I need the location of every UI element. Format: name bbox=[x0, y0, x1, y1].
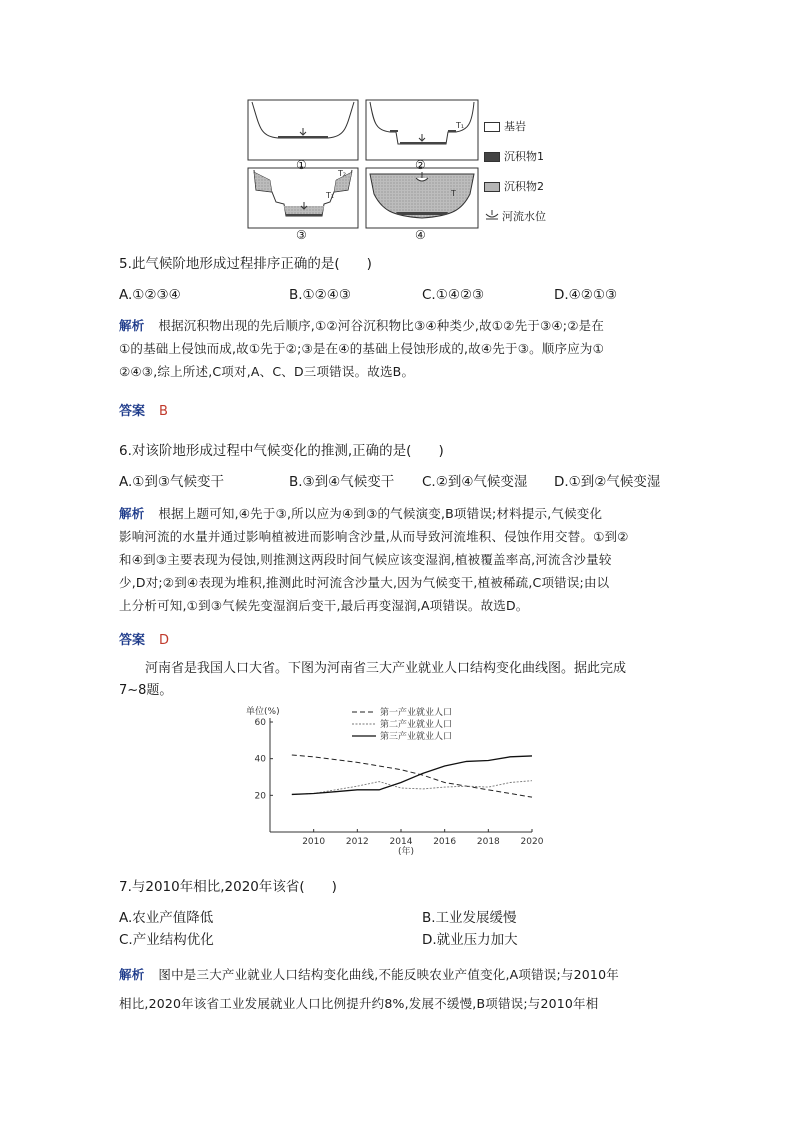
q5-stem: 5.此气候阶地形成过程排序正确的是( ) bbox=[119, 256, 372, 272]
legend-label: 第二产业就业人口 bbox=[380, 720, 453, 730]
x-tick-label: 2012 bbox=[345, 837, 369, 847]
legend-item-bedrock: 基岩 bbox=[484, 112, 546, 142]
q7-stem: 7.与2010年相比,2020年该省( ) bbox=[119, 879, 337, 895]
panel-3 bbox=[248, 168, 358, 228]
x-axis-label: (年) bbox=[398, 847, 415, 857]
water-level-icon bbox=[300, 128, 306, 135]
legend-swatch bbox=[484, 152, 500, 162]
panel-1 bbox=[248, 100, 358, 160]
explain-tag: 解析 bbox=[119, 318, 145, 333]
chart-legend bbox=[352, 706, 452, 742]
q7-option-c: C.产业结构优化 bbox=[119, 932, 214, 948]
y-tick-label: 20 bbox=[254, 791, 266, 802]
y-tick-label: 60 bbox=[254, 718, 266, 728]
q6-explanation bbox=[119, 502, 679, 617]
series-line-3 bbox=[292, 756, 532, 795]
panel-2 bbox=[366, 100, 478, 160]
t2-label: T₂ bbox=[338, 169, 347, 178]
panel-label-1: ① bbox=[296, 158, 307, 172]
x-tick-label: 2018 bbox=[476, 837, 500, 847]
explain-tag: 解析 bbox=[119, 967, 145, 982]
panel-label-4: ④ bbox=[415, 228, 426, 242]
q6-option-c: C.②到④气候变湿 bbox=[422, 474, 528, 490]
q6-option-a: A.①到③气候变干 bbox=[119, 474, 224, 490]
x-tick-label: 2016 bbox=[433, 837, 457, 847]
q6-option-d: D.①到②气候变湿 bbox=[554, 474, 661, 490]
q7-option-b: B.工业发展缓慢 bbox=[422, 910, 517, 926]
explain-line: 图中是三大产业就业人口结构变化曲线,不能反映农业产值变化,A项错误;与2010年 bbox=[158, 967, 619, 982]
explain-line: 相比,2020年该省工业发展就业人口比例提升约8%,发展不缓慢,B项错误;与2010年相 bbox=[119, 996, 599, 1011]
explain-line: 上分析可知,①到③气候先变湿润后变干,最后再变湿润,A项错误。故选D。 bbox=[119, 598, 529, 613]
t1-label: T₁ bbox=[456, 121, 465, 130]
t1-label: T₁ bbox=[326, 191, 335, 200]
panel-label-3: ③ bbox=[296, 228, 307, 242]
answer-tag: 答案 bbox=[119, 633, 146, 648]
q6-answer bbox=[119, 629, 169, 648]
explain-line: 少,D对;②到④表现为堆积,推测此时河流含沙量大,因为气候变干,植被稀疏,C项错误;由以 bbox=[119, 575, 610, 590]
explain-line: 根据沉积物出现的先后顺序,①②河谷沉积物比③④种类少,故①②先于③④;②是在 bbox=[158, 318, 605, 333]
explain-line: ①的基础上侵蚀而成,故①先于②;③是在④的基础上侵蚀形成的,故④先于③。顺序应为① bbox=[119, 341, 605, 356]
chart-series bbox=[292, 755, 532, 797]
answer-value: D bbox=[159, 633, 170, 648]
q5-option-b: B.①②④③ bbox=[289, 287, 351, 303]
employment-chart-svg bbox=[240, 702, 550, 862]
q7-option-a: A.农业产值降低 bbox=[119, 910, 214, 926]
explain-line: 影响河流的水量并通过影响植被进而影响含沙量,从而导致河流堆积、侵蚀作用交替。①到② bbox=[119, 529, 629, 544]
legend-swatch bbox=[484, 182, 500, 192]
panel-label-2: ② bbox=[415, 158, 426, 172]
q5-option-d: D.④②①③ bbox=[554, 287, 618, 303]
legend-item-water-level: 河流水位 bbox=[484, 202, 546, 232]
legend-label: 第三产业就业人口 bbox=[380, 732, 453, 742]
figure-legend bbox=[484, 112, 546, 232]
explain-line: 根据上题可知,④先于③,所以应为④到③的气候演变,B项错误;材料提示,气候变化 bbox=[158, 506, 603, 521]
answer-tag: 答案 bbox=[119, 404, 146, 419]
explain-line: ②④③,综上所述,C项对,A、C、D三项错误。故选B。 bbox=[119, 364, 415, 379]
water-level-icon bbox=[419, 134, 425, 141]
q5-option-a: A.①②③④ bbox=[119, 287, 181, 303]
x-tick-label: 2020 bbox=[520, 837, 544, 847]
y-tick-label: 40 bbox=[254, 754, 266, 765]
t-label: T bbox=[451, 189, 456, 198]
q7-option-d: D.就业压力加大 bbox=[422, 932, 518, 948]
legend-item-sediment1: 沉积物1 bbox=[484, 142, 546, 172]
q6-stem: 6.对该阶地形成过程中气候变化的推测,正确的是( ) bbox=[119, 443, 444, 459]
q5-option-c: C.①④②③ bbox=[422, 287, 485, 303]
q6-option-b: B.③到④气候变干 bbox=[289, 474, 395, 490]
x-tick-label: 2010 bbox=[302, 837, 326, 847]
q7-explanation bbox=[119, 960, 679, 1018]
employment-chart bbox=[240, 702, 550, 862]
explain-line: 和④到③主要表现为侵蚀,则推测这两段时间气候应该变湿润,植被覆盖率高,河流含沙量较 bbox=[119, 552, 612, 567]
q5-explanation bbox=[119, 314, 679, 383]
y-axis-label: 单位(%) bbox=[246, 707, 280, 717]
explain-tag: 解析 bbox=[119, 506, 145, 521]
x-tick-label: 2014 bbox=[389, 837, 413, 847]
intro-line-1: 河南省是我国人口大省。下图为河南省三大产业就业人口结构变化曲线图。据此完成 bbox=[145, 661, 627, 676]
intro-line-2: 7~8题。 bbox=[119, 683, 173, 698]
legend-swatch bbox=[484, 122, 500, 132]
intro-text bbox=[119, 658, 679, 702]
q5-answer bbox=[119, 400, 168, 419]
panel-4 bbox=[366, 168, 478, 228]
legend-label: 第一产业就业人口 bbox=[380, 708, 453, 718]
water-level-icon bbox=[484, 202, 500, 232]
answer-value: B bbox=[159, 404, 168, 419]
legend-item-sediment2: 沉积物2 bbox=[484, 172, 546, 202]
